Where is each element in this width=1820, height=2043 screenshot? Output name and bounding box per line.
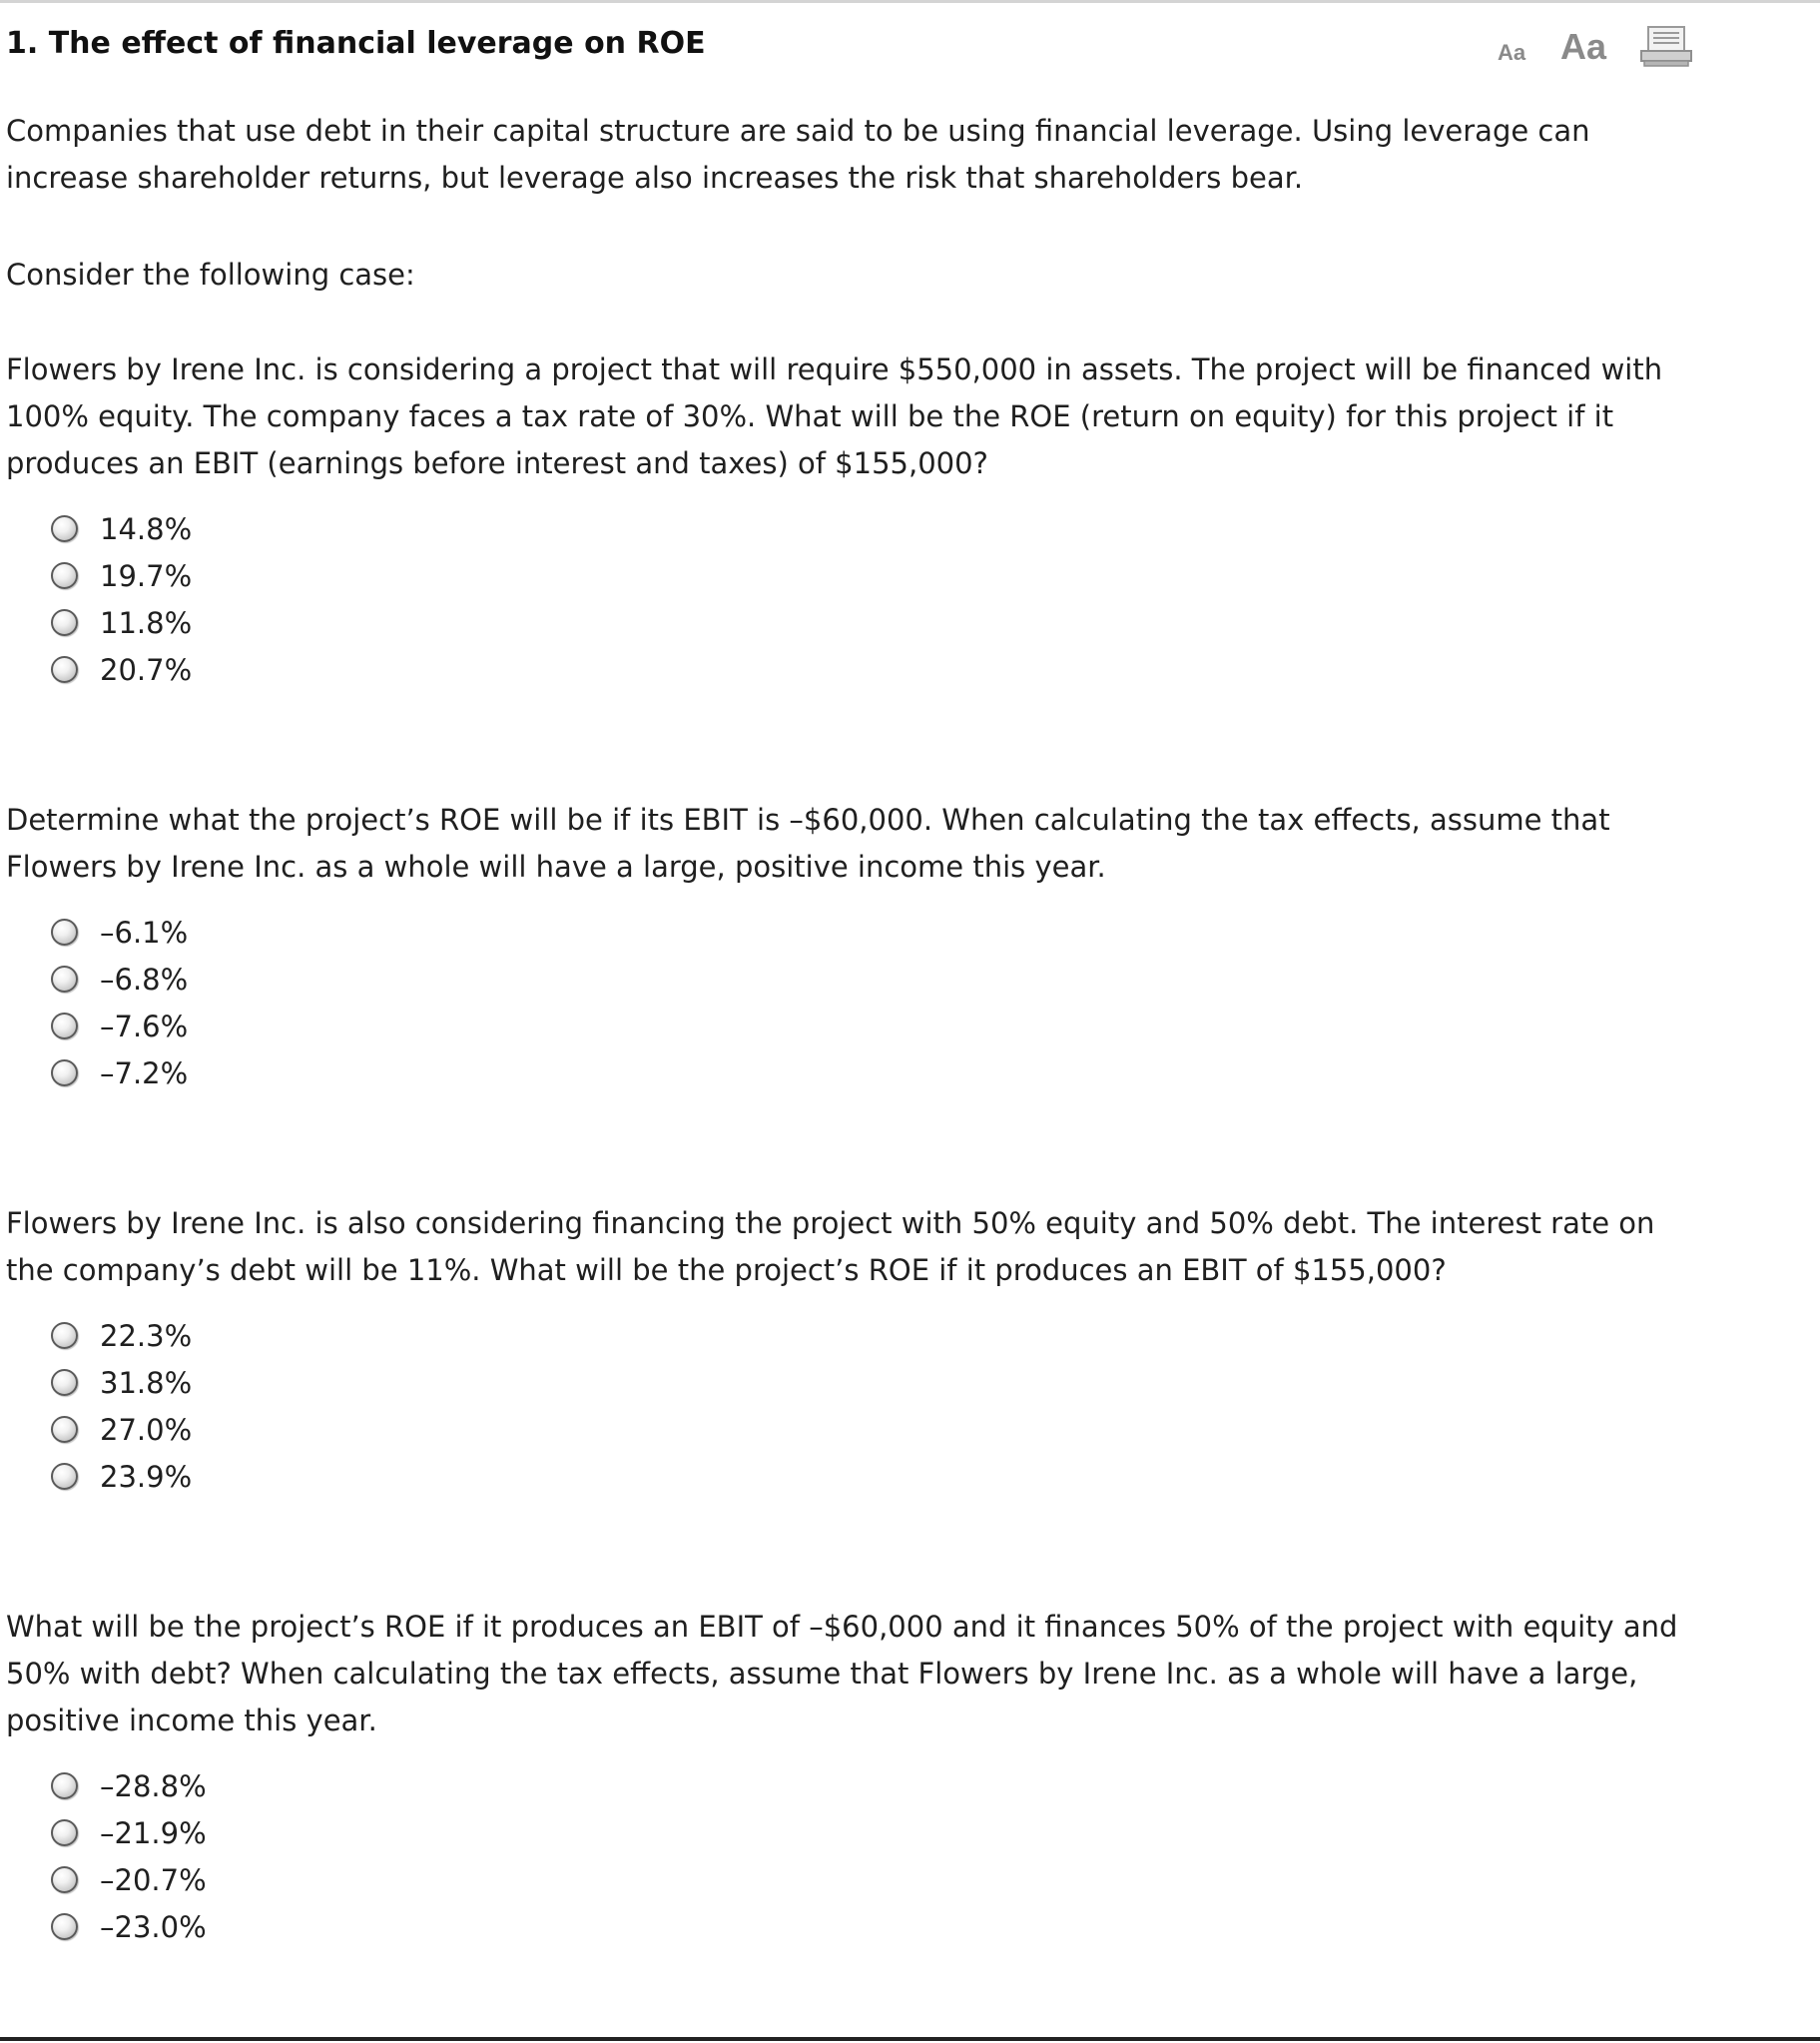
answer-option-label: –7.2%	[100, 1055, 189, 1090]
answer-option[interactable]	[6, 599, 1703, 646]
answer-option-label: 20.7%	[100, 652, 193, 687]
answer-option-label: –7.6%	[100, 1009, 189, 1043]
radio-button[interactable]	[51, 1913, 78, 1940]
answer-option[interactable]	[6, 646, 1703, 693]
spacer	[6, 693, 1703, 797]
question-header	[0, 22, 1820, 82]
question-content	[6, 108, 1703, 1950]
radio-button[interactable]	[51, 1416, 78, 1443]
answer-option[interactable]	[6, 956, 1703, 1003]
answer-option[interactable]	[6, 1856, 1703, 1903]
bottom-divider	[0, 2037, 1820, 2041]
top-divider	[0, 0, 1820, 3]
answer-option[interactable]	[6, 1003, 1703, 1049]
decrease-text-size-button[interactable]: Aa	[1498, 40, 1526, 65]
answer-option-label: 27.0%	[100, 1412, 193, 1447]
intro-paragraph: Companies that use debt in their capital structure are said to be using financial leverage. Using leverage can increase shareholder returns, but leverage also increases the risk that shareholders bear.	[6, 114, 1590, 195]
answer-option-label: –6.8%	[100, 962, 189, 997]
answer-options	[6, 505, 1703, 693]
consider-paragraph: Consider the following case:	[6, 258, 415, 292]
answer-option-label: 11.8%	[100, 605, 193, 640]
radio-button[interactable]	[51, 609, 78, 636]
radio-button[interactable]	[51, 656, 78, 683]
answer-option-label: –6.1%	[100, 915, 189, 950]
print-icon[interactable]	[1640, 26, 1692, 68]
answer-option-label: 14.8%	[100, 511, 193, 546]
answer-option[interactable]	[6, 909, 1703, 956]
answer-option-label: 31.8%	[100, 1365, 193, 1400]
answer-option[interactable]	[6, 1359, 1703, 1406]
answer-options	[6, 909, 1703, 1096]
radio-button[interactable]	[51, 562, 78, 589]
answer-option[interactable]	[6, 552, 1703, 599]
radio-button[interactable]	[51, 1322, 78, 1349]
question-text: Determine what the project’s ROE will be if its EBIT is –$60,000. When calculating the tax effects, assume that Flowers by Irene Inc. as a whole will have a large, positive income this year.	[6, 803, 1610, 884]
answer-option-label: –23.0%	[100, 1909, 207, 1944]
radio-button[interactable]	[51, 1866, 78, 1893]
question-title: 1. The effect of financial leverage on ROE	[6, 26, 706, 61]
spacer	[6, 1500, 1703, 1604]
answer-option-label: –21.9%	[100, 1815, 207, 1850]
question-part-3	[6, 1200, 1703, 1500]
radio-button[interactable]	[51, 966, 78, 993]
answer-option[interactable]	[6, 505, 1703, 552]
radio-button[interactable]	[51, 515, 78, 542]
answer-option-label: –28.8%	[100, 1768, 207, 1803]
answer-option[interactable]	[6, 1312, 1703, 1359]
question-text: Flowers by Irene Inc. is considering a project that will require $550,000 in assets. The project will be financed with 100% equity. The company faces a tax rate of 30%. What will be the ROE (return on equity) for this project if it produces an EBIT (earnings before interest and taxes) of $155,000?	[6, 352, 1663, 480]
text-toolbar	[1493, 22, 1802, 82]
question-text: Flowers by Irene Inc. is also considering financing the project with 50% equity and 50% debt. The interest rate on the company’s debt will be 11%. What will be the project’s ROE if it produces an EBIT of $155,000?	[6, 1206, 1655, 1287]
question-text: What will be the project’s ROE if it produces an EBIT of –$60,000 and it finances 50% of the project with equity and 50% with debt? When calculating the tax effects, assume that Flowers by Irene Inc. as a whole will have a large, positive income this year.	[6, 1610, 1678, 1737]
radio-button[interactable]	[51, 1013, 78, 1039]
radio-button[interactable]	[51, 1369, 78, 1396]
question-part-4	[6, 1604, 1703, 1950]
answer-option[interactable]	[6, 1049, 1703, 1096]
question-part-2	[6, 797, 1703, 1096]
answer-option-label: –20.7%	[100, 1862, 207, 1897]
answer-option-label: 23.9%	[100, 1459, 193, 1494]
answer-option[interactable]	[6, 1762, 1703, 1809]
radio-button[interactable]	[51, 1059, 78, 1086]
answer-options	[6, 1762, 1703, 1950]
spacer	[6, 1096, 1703, 1200]
answer-option[interactable]	[6, 1406, 1703, 1453]
answer-option[interactable]	[6, 1453, 1703, 1500]
increase-text-size-button[interactable]: Aa	[1560, 26, 1607, 67]
radio-button[interactable]	[51, 919, 78, 946]
radio-button[interactable]	[51, 1463, 78, 1490]
answer-options	[6, 1312, 1703, 1500]
radio-button[interactable]	[51, 1819, 78, 1846]
answer-option-label: 19.7%	[100, 558, 193, 593]
answer-option-label: 22.3%	[100, 1318, 193, 1353]
question-part-1	[6, 346, 1703, 693]
radio-button[interactable]	[51, 1772, 78, 1799]
answer-option[interactable]	[6, 1903, 1703, 1950]
answer-option[interactable]	[6, 1809, 1703, 1856]
